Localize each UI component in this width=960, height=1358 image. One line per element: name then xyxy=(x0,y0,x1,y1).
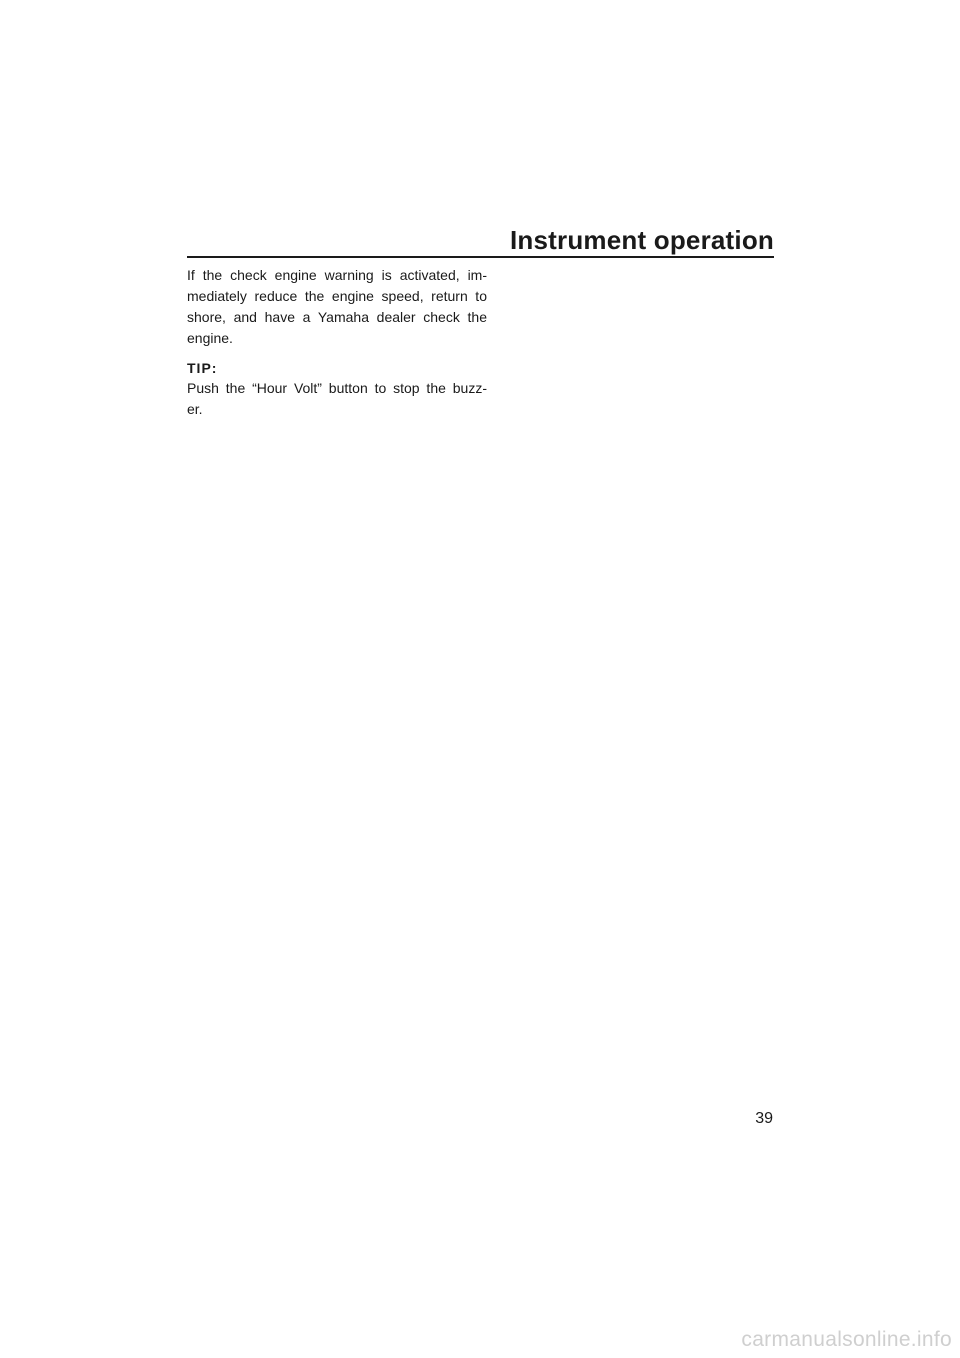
tip-line: Push the “Hour Volt” button to stop the buzz- xyxy=(187,380,487,396)
page-number: 39 xyxy=(755,1110,773,1127)
paragraph-line: mediately reduce the engine speed, return to xyxy=(187,288,487,304)
paragraph-line: shore, and have a Yamaha dealer check the xyxy=(187,309,487,325)
page-title: Instrument operation xyxy=(509,225,774,255)
tip-label: TIP: xyxy=(187,360,218,376)
check-engine-paragraph xyxy=(187,265,487,349)
page-header xyxy=(187,222,774,258)
main-content xyxy=(187,265,487,420)
watermark: carmanualsonline.info xyxy=(741,1328,952,1351)
tip-line: er. xyxy=(187,401,203,417)
tip-block xyxy=(187,358,487,420)
paragraph-line: engine. xyxy=(187,330,233,346)
paragraph-line: If the check engine warning is activated, im- xyxy=(187,267,487,283)
